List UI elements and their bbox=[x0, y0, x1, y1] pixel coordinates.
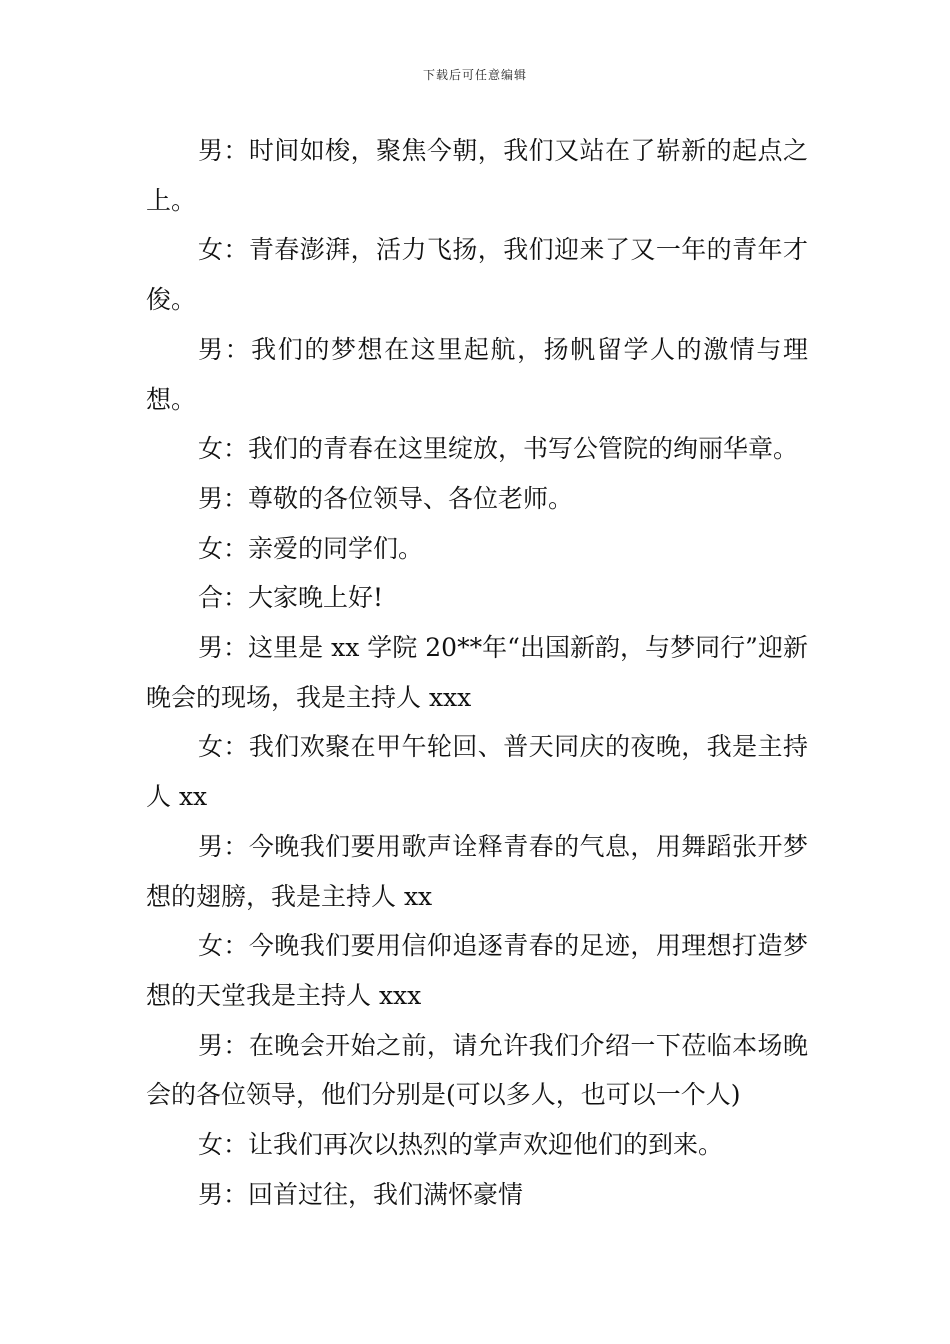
script-line-8: 男：这里是 xx 学院 20**年“出国新韵，与梦同行”迎新晚会的现场，我是主持人 xxx bbox=[146, 633, 808, 712]
script-line-9: 女：我们欢聚在甲午轮回、普天同庆的夜晚，我是主持人 xx bbox=[146, 732, 808, 812]
page-header: 下载后可任意编辑 bbox=[422, 68, 527, 82]
script-line-11: 女：今晚我们要用信仰追逐青春的足迹，用理想打造梦想的天堂我是主持人 xxx bbox=[146, 931, 808, 1010]
script-line-5: 男：尊敬的各位领导、各位老师。 bbox=[198, 483, 574, 513]
script-body bbox=[146, 126, 808, 1219]
script-line-4: 女：我们的青春在这里绽放，书写公管院的绚丽华章。 bbox=[198, 434, 799, 464]
script-line-3: 男：我们的梦想在这里起航，扬帆留学人的激情与理想。 bbox=[146, 334, 808, 414]
script-line-2: 女：青春澎湃，活力飞扬，我们迎来了又一年的青年才俊。 bbox=[146, 235, 808, 315]
script-line-14: 男：回首过往，我们满怀豪情 bbox=[198, 1179, 524, 1209]
script-line-7: 合：大家晚上好! bbox=[198, 583, 384, 613]
script-line-12: 男：在晚会开始之前，请允许我们介绍一下莅临本场晚会的各位领导，他们分别是(可以多人，也可以一个人) bbox=[146, 1030, 808, 1110]
script-line-10: 男：今晚我们要用歌声诠释青春的气息，用舞蹈张开梦想的翅膀，我是主持人 xx bbox=[146, 831, 808, 911]
script-line-6: 女：亲爱的同学们。 bbox=[198, 533, 424, 563]
script-line-13: 女：让我们再次以热烈的掌声欢迎他们的到来。 bbox=[198, 1130, 724, 1160]
script-line-1: 男：时间如梭，聚焦今朝，我们又站在了崭新的起点之上。 bbox=[146, 136, 808, 215]
